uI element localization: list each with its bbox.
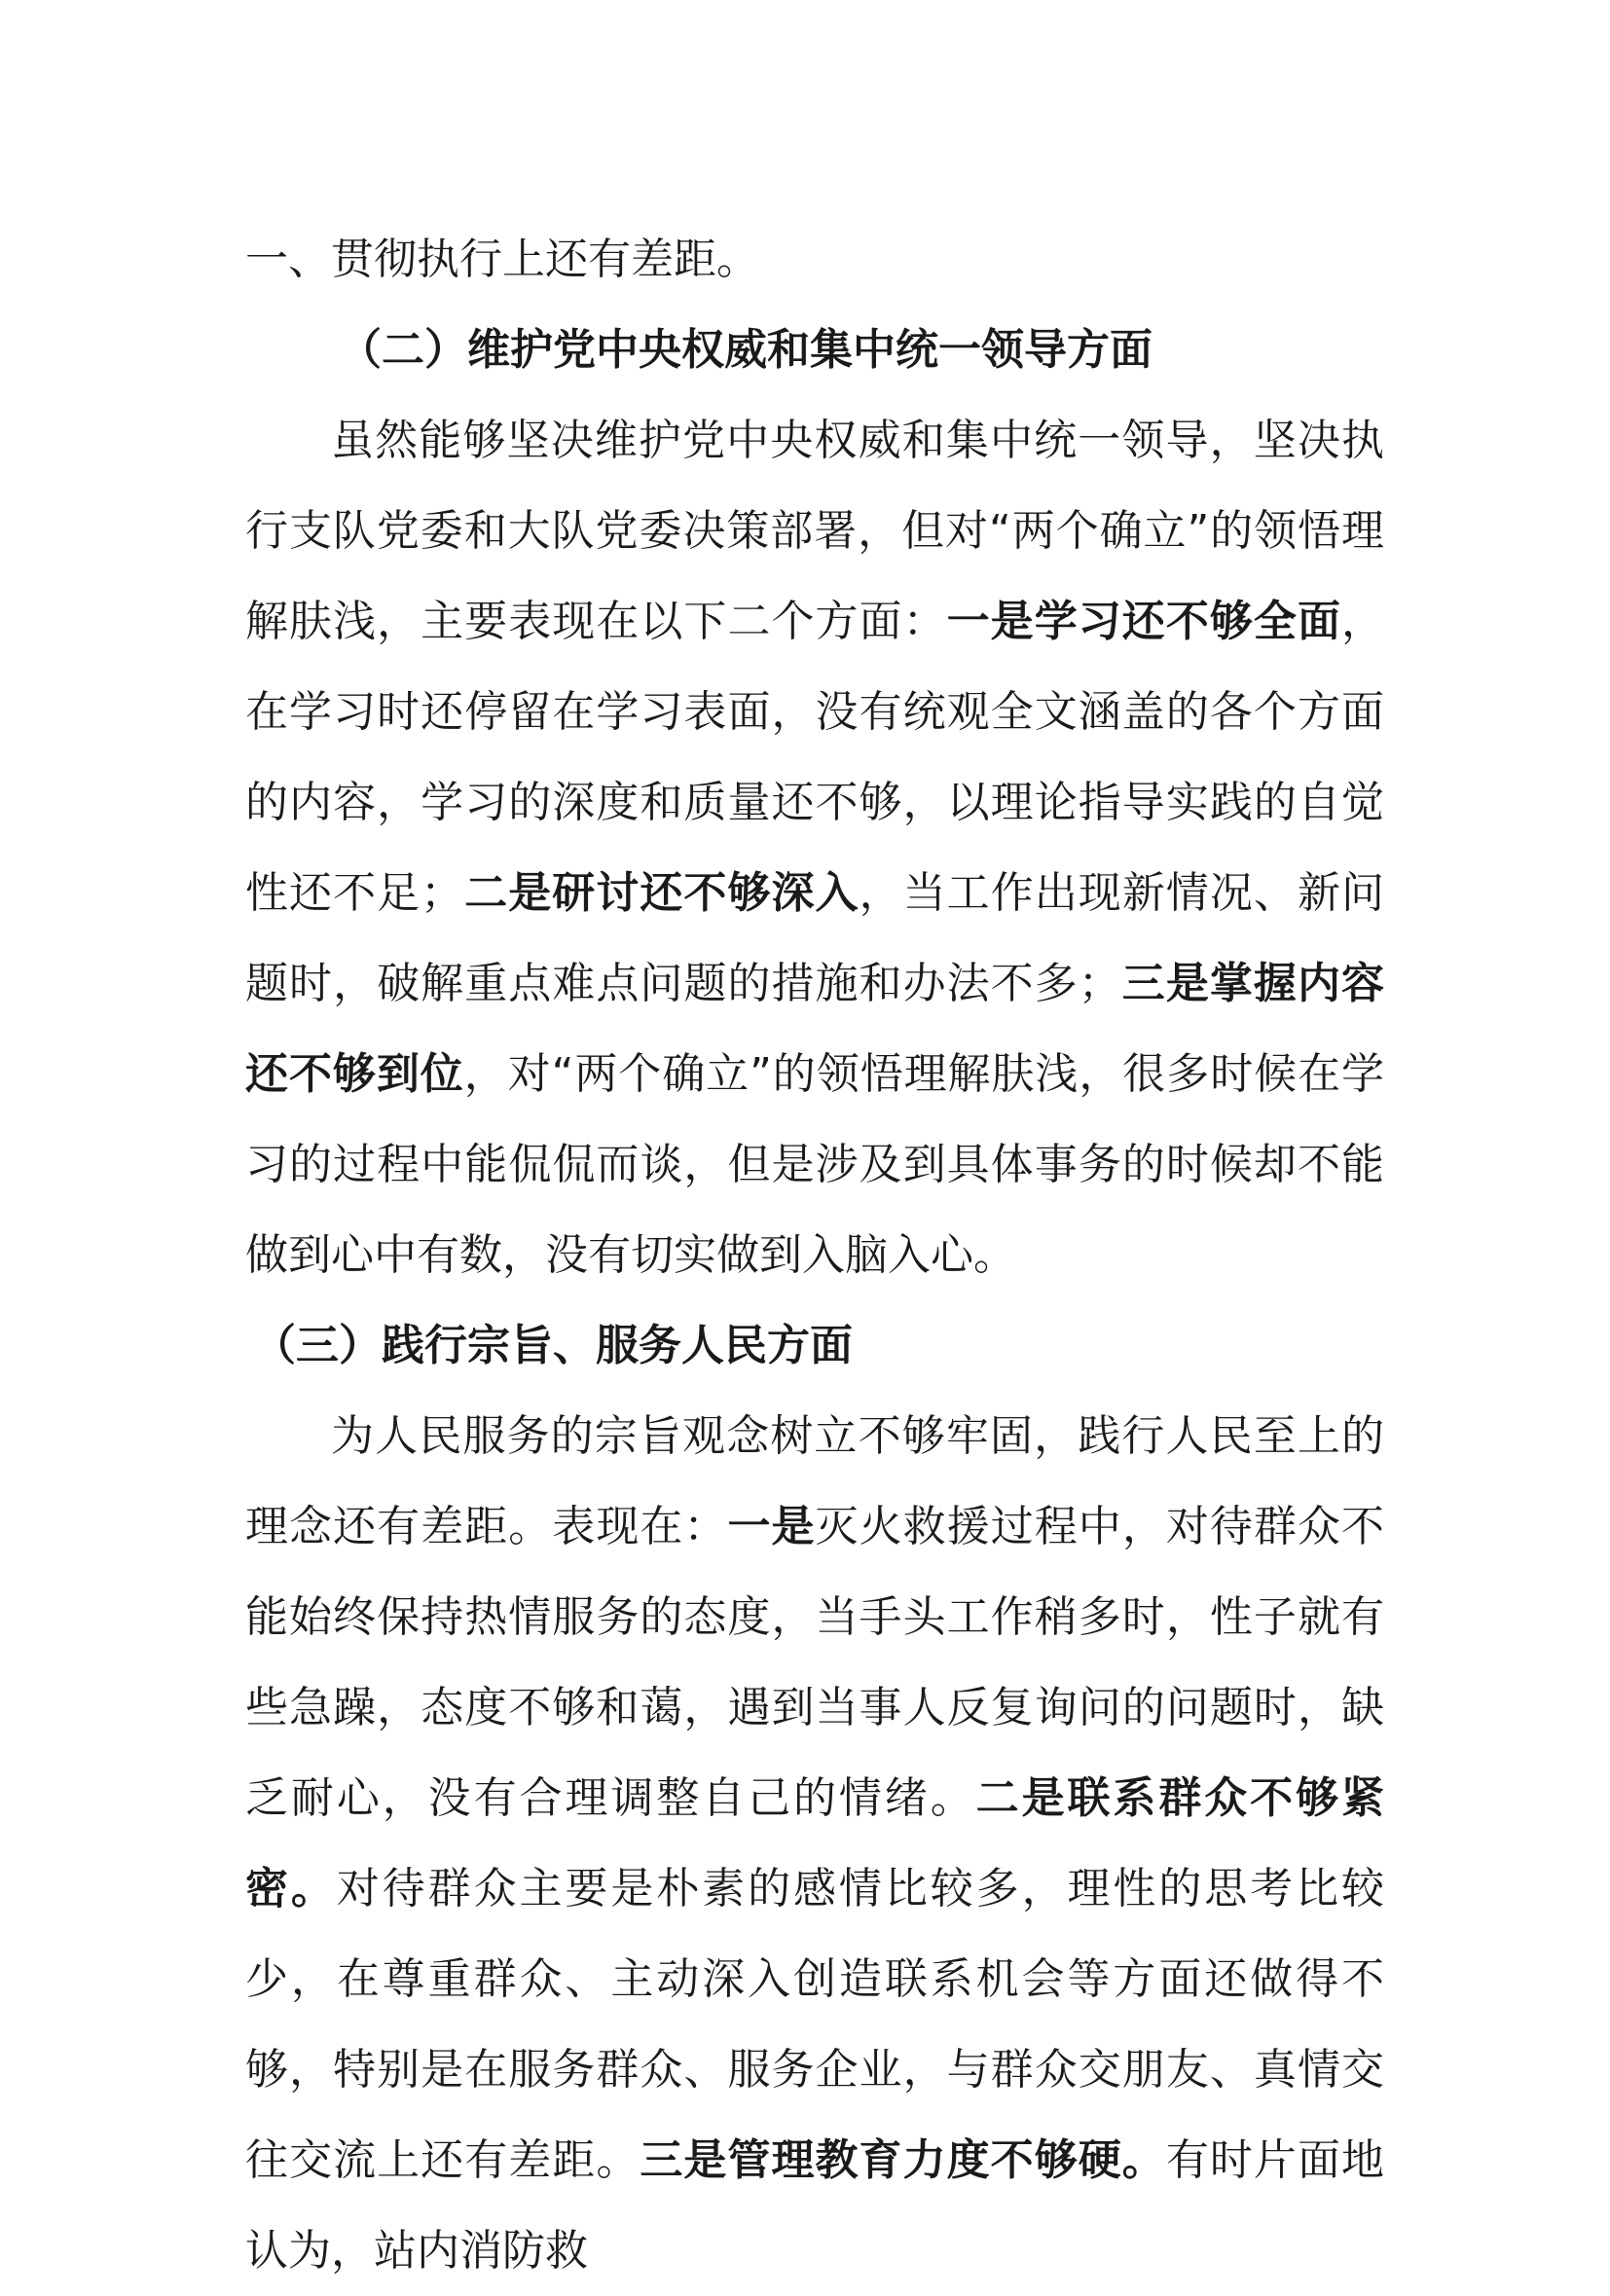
bold-point-2: 二是联系群众不够紧密。 bbox=[245, 1773, 1385, 1913]
bold-point-1: 一是 bbox=[727, 1502, 816, 1551]
section-3-paragraph bbox=[245, 1391, 1384, 2296]
bold-point-2: 二是研讨还不够深入 bbox=[463, 868, 860, 918]
text-run: ，在学习时还停留在学习表面，没有统观全文涵盖的各个方面的内容，学习的深度和质量还不够，以理论指导实践的自觉性还不足； bbox=[245, 597, 1384, 918]
bold-point-3: 三是管理教育力度不够硬。 bbox=[640, 2135, 1166, 2185]
section-3-heading: （三）践行宗旨、服务人民方面 bbox=[253, 1321, 853, 1370]
text-run: 灭火救援过程中，对待群众不能始终保持热情服务的态度，当手头工作稍多时，性子就有些急躁，态度不够和蔼，遇到当事人反复询问的问题时，缺乏耐心，没有合理调整自己的情绪。 bbox=[245, 1502, 1385, 1823]
text-run: 为人民服务的宗旨观念树立不够牢固，践行人民至上的理念还有差距。表现在： bbox=[245, 1411, 1384, 1551]
text-run: 有时片面地认为，站内消防救 bbox=[245, 2135, 1385, 2276]
bold-point-1: 一是学习还不够全面 bbox=[946, 597, 1341, 646]
section-2-paragraph bbox=[245, 395, 1384, 1300]
intro-line: 一、贯彻执行上还有差距。 bbox=[245, 235, 759, 284]
text-run: ，当工作出现新情况、新问题时，破解重点难点问题的措施和办法不多； bbox=[245, 868, 1385, 1008]
text-run: 虽然能够坚决维护党中央权威和集中统一领导，坚决执行支队党委和大队党委决策部署，但对“两个确立”的领悟理解肤浅，主要表现在以下二个方面： bbox=[245, 416, 1384, 646]
document-body bbox=[245, 214, 1384, 2296]
bold-point-3: 三是掌握内容还不够到位 bbox=[245, 959, 1385, 1099]
text-run: ，对“两个确立”的领悟理解肤浅，很多时候在学习的过程中能侃侃而谈，但是涉及到具体事务的时候却不能做到心中有数，没有切实做到入脑入心。 bbox=[245, 1049, 1385, 1280]
text-run: 对待群众主要是朴素的感情比较多，理性的思考比较少，在尊重群众、主动深入创造联系机会等方面还做得不够，特别是在服务群众、服务企业，与群众交朋友、真情交往交流上还有差距。 bbox=[245, 1864, 1385, 2185]
section-2-heading: （二）维护党中央权威和集中统一领导方面 bbox=[339, 325, 1153, 375]
